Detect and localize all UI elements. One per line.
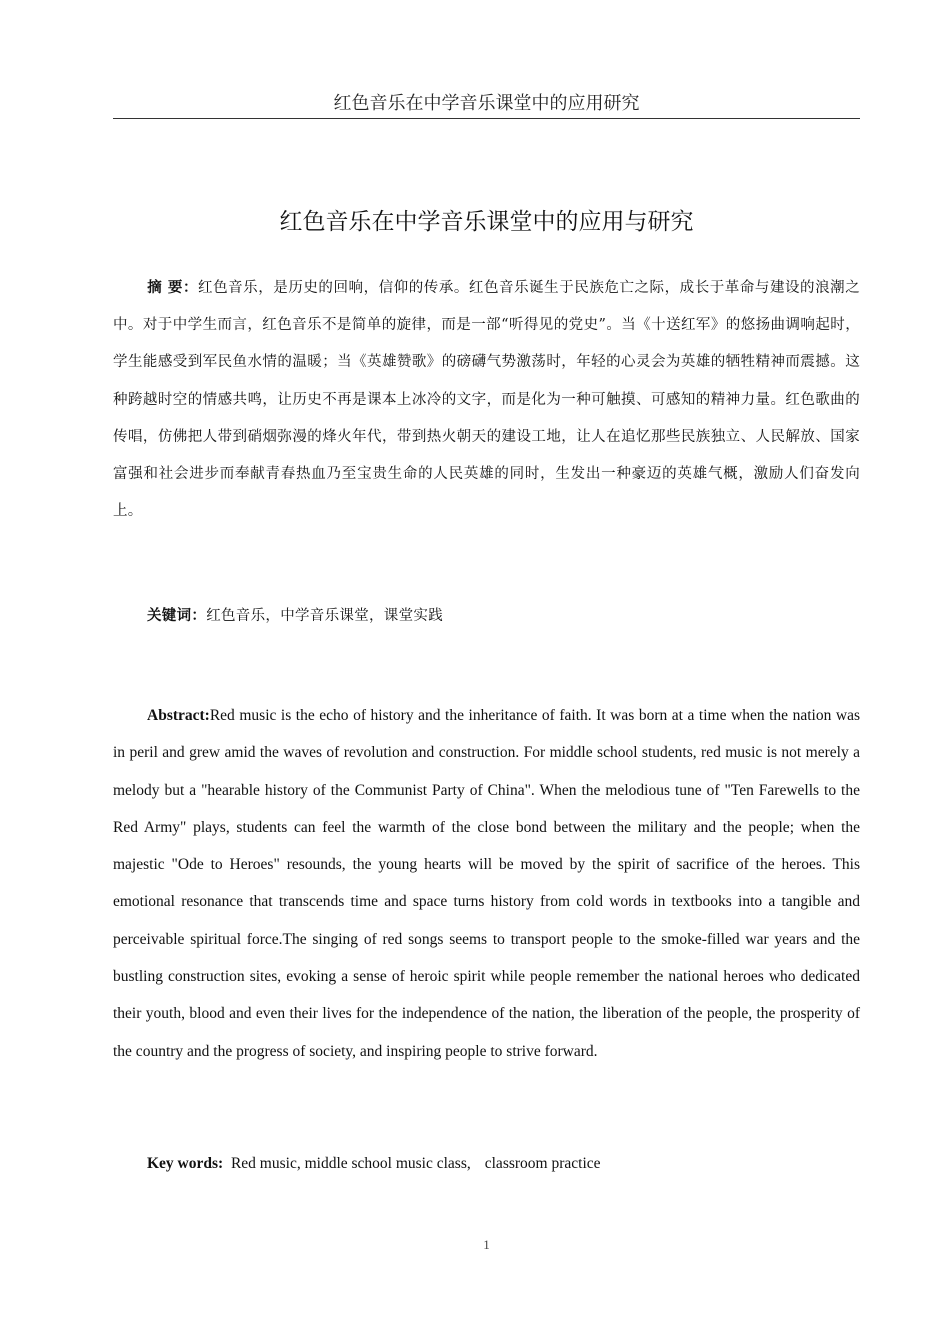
chinese-keywords (113, 597, 860, 635)
header-rule (113, 118, 860, 119)
chinese-keywords-label: 关键词： (147, 607, 207, 624)
english-keyword: classroom practice (484, 1155, 601, 1172)
paper-title: 红色音乐在中学音乐课堂中的应用与研究 (279, 209, 694, 235)
english-abstract (113, 697, 860, 1070)
chinese-abstract-label: 摘 要： (147, 279, 199, 296)
running-header: 红色音乐在中学音乐课堂中的应用研究 (333, 93, 640, 114)
page-number: 1 (483, 1237, 490, 1252)
chinese-keywords-text: 红色音乐，中学音乐课堂，课堂实践 (206, 608, 444, 624)
english-keywords (113, 1145, 860, 1182)
english-abstract-label: Abstract: (147, 707, 210, 724)
english-abstract-text: Red music is the echo of history and the inheritance of faith. It was born at a time when the nation was in peril and grew amid the waves of revolution and construction. For middle school students, red music is not merely a melody but a "hearable history of the Communist Party of China". When the melodious tune of "Ten Farewells to the Red Army" plays, students can feel the warmth of the close bond between the military and the people; when the majestic "Ode to Heroes" resounds, the young hearts will be moved by the spirit of sacrifice of the heroes. This emotional resonance that transcends time and space turns history from cold words in textbooks into a tangible and perceivable spiritual force.The singing of red songs seems to transport people to the smoke-filled war years and the bustling construction sites, evoking a sense of heroic spirit while people remember the national heroes who dedicated their youth, blood and even their lives for the independence of the nation, the liberation of the people, the prosperity of the country and the progress of society, and inspiring people to strive forward. (113, 707, 860, 1060)
chinese-abstract-text: 红色音乐，是历史的回响，信仰的传承。红色音乐诞生于民族危亡之际，成长于革命与建设的浪潮之中。对于中学生而言，红色音乐不是简单的旋律，而是一部“听得见的党史”。当《十送红军》的悠扬曲调响起时，学生能感受到军民鱼水情的温暖；当《英雄赞歌》的磅礴气势激荡时，年轻的心灵会为英雄的牺牲精神而震撼。这种跨越时空的情感共鸣，让历史不再是课本上冰冷的文字，而是化为一种可触摸、可感知的精神力量。红色歌曲的传唱，仿佛把人带到硝烟弥漫的烽火年代，带到热火朝天的建设工地，让人在追忆那些民族独立、人民解放、国家富强和社会进步而奉献青春热血乃至宝贵生命的人民英雄的同时，生发出一种豪迈的英雄气概，激励人们奋发向上。 (113, 280, 861, 520)
chinese-abstract (113, 269, 860, 530)
english-keyword: middle school music class, (304, 1155, 471, 1172)
english-keyword: Red music, (230, 1155, 301, 1172)
english-keywords-label: Key words: (147, 1155, 224, 1172)
